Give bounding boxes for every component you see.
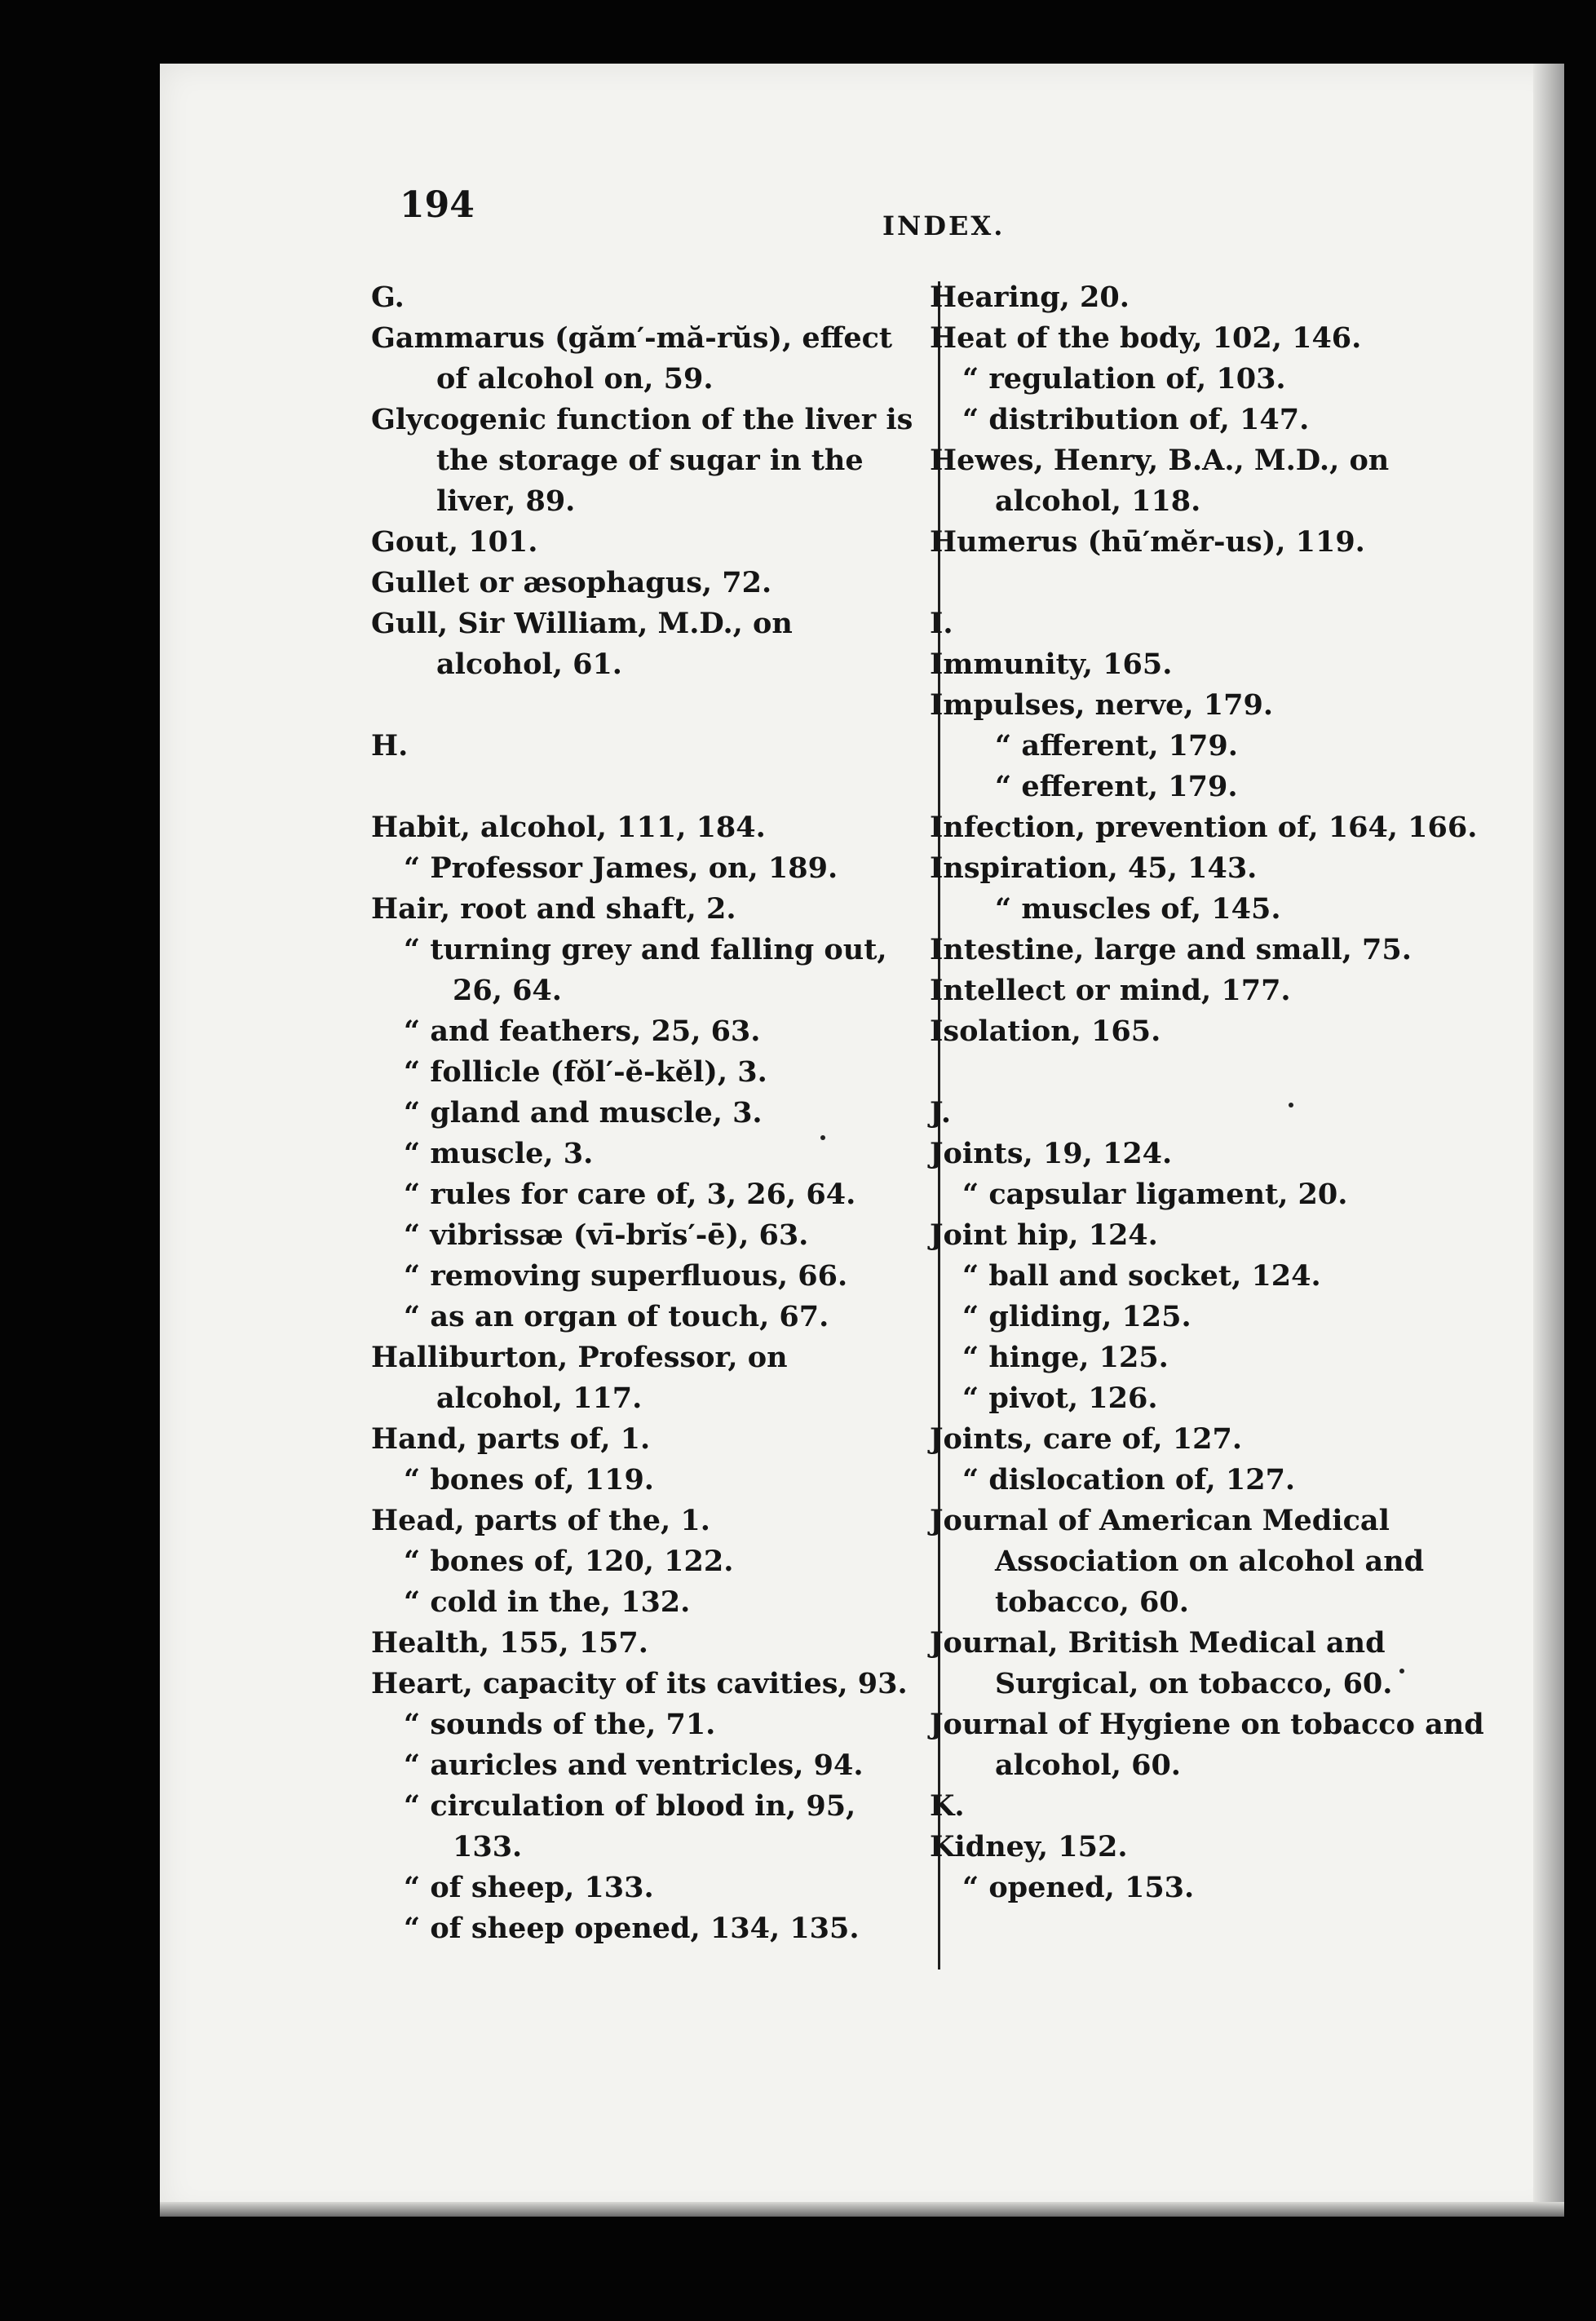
index-entry: Hewes, Henry, B.A., M.D., on alcohol, 118. [930, 444, 1390, 518]
index-entry: Impulses, nerve, 179. [930, 688, 1274, 722]
index-entry: Immunity, 165. [930, 648, 1173, 681]
print-speck [820, 1135, 825, 1140]
index-entry: Gullet or æsophagus, 72. [371, 566, 772, 599]
index-entry: Gammarus (găm′-mă-rŭs), effect of alcohol on, 59. [371, 321, 893, 396]
index-gap [371, 685, 913, 726]
index-entry: Infection, prevention of, 164, 166. [930, 811, 1478, 844]
index-entry: Gull, Sir William, M.D., on alcohol, 61. [371, 607, 793, 681]
index-entry: Hair, root and shaft, 2. [371, 892, 736, 926]
index-entry: Habit, alcohol, 111, 184. [371, 811, 766, 844]
index-sub2: “ efferent, 179. [995, 770, 1238, 803]
index-entry: Health, 155, 157. [371, 1626, 648, 1660]
index-entry: Intestine, large and small, 75. [930, 933, 1412, 966]
index-sub: “ capsular ligament, 20. [962, 1178, 1348, 1211]
index-sub: “ removing superfluous, 66. [404, 1259, 848, 1293]
index-sub2: “ afferent, 179. [995, 729, 1238, 763]
index-sub: “ auricles and ventricles, 94. [404, 1748, 864, 1782]
index-sub: “ muscle, 3. [404, 1137, 594, 1170]
print-speck [1399, 1669, 1404, 1673]
index-sub: “ follicle (fŏl′-ĕ-kĕl), 3. [404, 1055, 767, 1089]
index-sub: “ as an organ of touch, 67. [404, 1300, 829, 1333]
print-speck [1289, 1103, 1293, 1107]
page-number: 194 [400, 184, 475, 226]
page-title: INDEX. [882, 210, 1006, 241]
index-entry: Isolation, 165. [930, 1015, 1161, 1048]
index-section: J. [930, 1096, 952, 1130]
index-sub: “ and feathers, 25, 63. [404, 1015, 761, 1048]
index-sub: “ hinge, 125. [962, 1341, 1169, 1374]
index-sub: “ Professor James, on, 189. [404, 851, 838, 885]
index-entry: Kidney, 152. [930, 1830, 1128, 1863]
index-section: K. [930, 1789, 965, 1823]
index-gap [930, 1052, 1484, 1093]
index-sub: “ circulation of blood in, 95, 133. [404, 1789, 856, 1863]
index-column-left [371, 277, 913, 1949]
index-sub: “ cold in the, 132. [404, 1585, 691, 1619]
index-sub: “ distribution of, 147. [962, 403, 1310, 436]
index-entry: Hand, parts of, 1. [371, 1422, 651, 1456]
index-sub: “ turning grey and falling out, 26, 64. [404, 933, 887, 1007]
index-sub: “ rules for care of, 3, 26, 64. [404, 1178, 856, 1211]
index-entry: Journal of American Medical Association on alcohol and tobacco, 60. [930, 1504, 1425, 1619]
index-entry: Intellect or mind, 177. [930, 974, 1291, 1007]
index-section: H. [371, 729, 409, 763]
index-sub: “ of sheep, 133. [404, 1871, 654, 1904]
index-entry: Inspiration, 45, 143. [930, 851, 1258, 885]
index-sub: “ gland and muscle, 3. [404, 1096, 763, 1130]
index-sub: “ pivot, 126. [962, 1382, 1158, 1415]
index-section: G. [371, 281, 405, 314]
index-sub: “ opened, 153. [962, 1871, 1195, 1904]
index-entry: Journal of Hygiene on tobacco and alcohol, 60. [930, 1708, 1484, 1782]
index-sub: “ gliding, 125. [962, 1300, 1191, 1333]
index-entry: Heart, capacity of its cavities, 93. [371, 1667, 908, 1700]
index-entry: Joint hip, 124. [930, 1218, 1158, 1252]
index-entry: Joints, care of, 127. [930, 1422, 1243, 1456]
index-sub: “ dislocation of, 127. [962, 1463, 1296, 1496]
index-entry: Joints, 19, 124. [930, 1137, 1173, 1170]
index-entry: Gout, 101. [371, 525, 538, 559]
index-sub2: “ muscles of, 145. [995, 892, 1281, 926]
page-right-edge [1533, 64, 1564, 2217]
index-entry: Halliburton, Professor, on alcohol, 117. [371, 1341, 788, 1415]
index-entry: Glycogenic function of the liver is the storage of sugar in the liver, 89. [371, 403, 913, 518]
index-sub: “ regulation of, 103. [962, 362, 1286, 396]
index-sub: “ bones of, 120, 122. [404, 1545, 734, 1578]
index-sub: “ of sheep opened, 134, 135. [404, 1912, 860, 1945]
index-column-right [930, 277, 1484, 1908]
index-gap [371, 767, 913, 807]
index-sub: “ vibrissæ (vī-brĭs′-ē), 63. [404, 1218, 809, 1252]
page-bottom-edge [160, 2202, 1564, 2217]
index-section: I. [930, 607, 953, 640]
index-entry: Journal, British Medical and Surgical, on tobacco, 60. [930, 1626, 1393, 1700]
index-sub: “ ball and socket, 124. [962, 1259, 1321, 1293]
index-gap [930, 563, 1484, 603]
index-entry: Heat of the body, 102, 146. [930, 321, 1362, 355]
index-entry: Humerus (hū′mĕr-us), 119. [930, 525, 1365, 559]
index-sub: “ bones of, 119. [404, 1463, 654, 1496]
index-sub: “ sounds of the, 71. [404, 1708, 716, 1741]
index-entry: Head, parts of the, 1. [371, 1504, 710, 1537]
index-entry: Hearing, 20. [930, 281, 1130, 314]
